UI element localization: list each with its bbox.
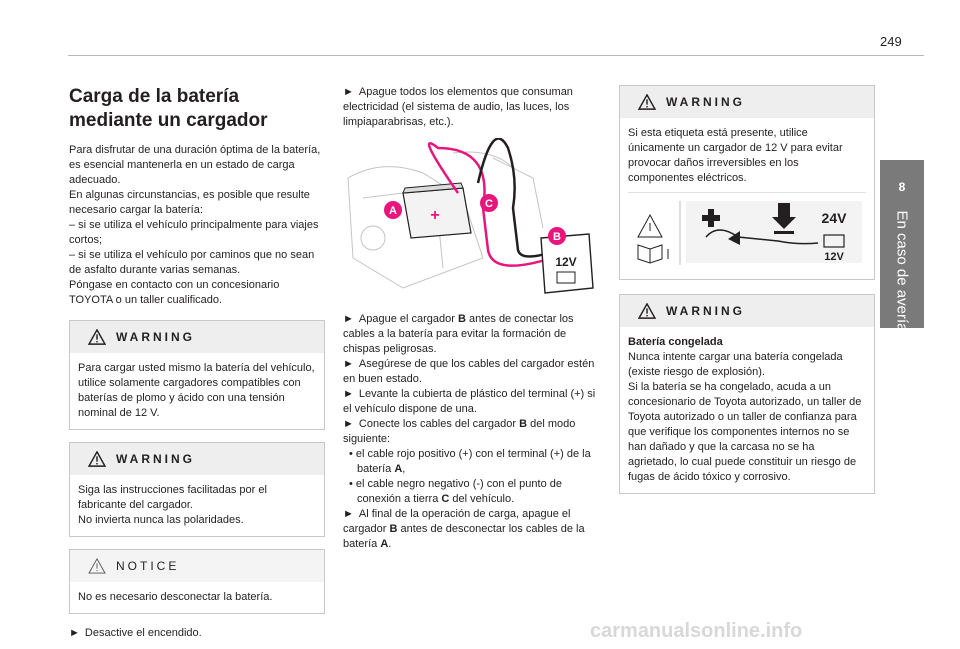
step-text: Desactive el encendido. (84, 627, 202, 639)
arrow-icon: ► (343, 508, 354, 520)
svg-text:+: + (430, 207, 440, 224)
sub-item: • el cable negro negativo (-) con el punto de conexión a tierra C del vehículo. (349, 478, 562, 505)
notice-text: No es necesario desconectar la batería. (78, 591, 273, 603)
label-a: A (389, 205, 397, 217)
sub-text: del vehículo. (449, 493, 515, 505)
step-text: Apague el cargador (358, 313, 458, 325)
step-item (343, 417, 599, 447)
warning-title: WARNING (116, 329, 195, 344)
step-item (343, 507, 599, 552)
page-number: 249 (880, 34, 902, 49)
charger-ref: B (389, 523, 398, 535)
warning-text: Nunca intente cargar una batería congelada (existe riesgo de explosión). (628, 351, 843, 378)
charger-ref: B (457, 313, 466, 325)
step-text: antes de conectar los cables a la batería para evitar la formación de chispas peligrosas. (343, 313, 574, 355)
warning-header (620, 86, 874, 118)
warning-box (619, 85, 875, 280)
warning-box (69, 320, 325, 430)
intro-paragraph: Póngase en contacto con un concesionario TOYOTA o un taller cualificado. (69, 279, 280, 306)
chapter-label: En caso de avería (893, 210, 911, 332)
sub-item: • el cable rojo positivo (+) con el terminal (+) de la batería A, (349, 448, 591, 475)
step-text: del modo siguiente: (343, 418, 576, 445)
notice-box (69, 549, 325, 614)
warning-triangle-icon (88, 451, 106, 467)
intro-item: – si se utiliza el vehículo por caminos que no sean de asfalto durante varias semanas. (69, 249, 315, 276)
warning-triangle-icon (638, 94, 656, 110)
arrow-icon: ► (343, 313, 354, 325)
section-title: Carga de la batería mediante un cargador (69, 86, 268, 131)
warning-subtitle: Batería congelada (628, 336, 723, 348)
step-item (343, 85, 599, 130)
chapter-number-tab[interactable]: 8 (880, 160, 924, 214)
intro-item: – si se utiliza el vehículo principalmente para viajes cortos; (69, 219, 319, 246)
step-text: antes de desconectar los cables de la batería (343, 523, 585, 550)
step-text: Asegúrese de que los cables del cargador estén en buen estado. (343, 358, 595, 385)
battery-charging-illustration (343, 138, 599, 298)
sub-text: el cable negro negativo (-) con el punto de conexión a tierra (355, 478, 562, 505)
notice-triangle-icon (88, 558, 106, 574)
label-12v: 12V (824, 251, 844, 263)
column-3 (619, 85, 875, 494)
label-b: B (553, 231, 561, 243)
label-c: C (485, 198, 493, 210)
sub-text: el cable rojo positivo (+) con el terminal (+) de la batería (355, 448, 591, 475)
step-text: Levante la cubierta de plástico del terminal (+) si el vehículo dispone de una. (343, 388, 596, 415)
warning-title: WARNING (116, 451, 195, 466)
chapter-tab[interactable] (880, 210, 924, 332)
arrow-icon: ► (343, 86, 354, 98)
ground-ref: C (441, 493, 450, 505)
warning-header (70, 321, 324, 353)
step-text: . (388, 538, 392, 550)
step-item (343, 387, 599, 417)
warning-header (70, 443, 324, 475)
notice-title: NOTICE (116, 558, 180, 573)
warning-text: Si la batería se ha congelado, acuda a un concesionario de Toyota autorizado, un taller de Toyota autorizado o un taller de confianza para que verifique los componentes internos no se han dañado y que la carcasa no se ha agrietado, lo cual puede constituir un riesgo de fugas de ácido tóxico y corrosivo. (628, 381, 862, 483)
column-2 (343, 85, 599, 552)
warning-title: WARNING (666, 94, 745, 109)
charger-voltage: 12V (555, 255, 577, 269)
battery-label-illustration (628, 192, 866, 265)
step-text: Conecte los cables del cargador (358, 418, 520, 430)
warning-text: Para cargar usted mismo la batería del vehículo, utilice solamente cargadores compatibles con baterías de plomo y ácido con una tensión nominal de 12 V. (78, 362, 315, 419)
step-item (69, 626, 325, 641)
warning-text: Si esta etiqueta está presente, utilice únicamente un cargador de 12 V para evitar provocar daños irreversibles en los componentes eléctricos. (628, 127, 843, 184)
step-text: Al final de la operación de carga, apague el cargador (343, 508, 571, 535)
battery-ref: A (380, 538, 389, 550)
warning-header (620, 295, 874, 327)
battery-ref: A (394, 463, 403, 475)
arrow-icon: ► (343, 388, 354, 400)
arrow-icon: ► (343, 418, 354, 430)
label-24v: 24V (821, 210, 847, 226)
warning-box (619, 294, 875, 494)
charger-ref: B (519, 418, 528, 430)
sub-text: , (402, 463, 406, 475)
intro-paragraph: En algunas circunstancias, es posible que resulte necesario cargar la batería: (69, 189, 310, 216)
warning-text: Siga las instrucciones facilitadas por el fabricante del cargador. (78, 484, 267, 511)
arrow-icon: ► (69, 627, 80, 639)
column-1 (69, 85, 325, 641)
arrow-icon: ► (343, 358, 354, 370)
warning-box (69, 442, 325, 537)
step-item (343, 312, 599, 357)
warning-title: WARNING (666, 303, 745, 318)
warning-triangle-icon (638, 303, 656, 319)
warning-text: No invierta nunca las polaridades. (78, 514, 244, 526)
step-text: Apague todos los elementos que consuman electricidad (el sistema de audio, las luces, los limpiaparabrisas, etc.). (343, 86, 573, 128)
notice-header (70, 550, 324, 582)
charger-b (541, 234, 593, 293)
step-item (343, 357, 599, 387)
footer-watermark: carmanualsonline.info (590, 620, 803, 642)
warning-triangle-icon (88, 329, 106, 345)
intro-paragraph: Para disfrutar de una duración óptima de la batería, es esencial mantenerla en un estado de carga adecuado. (69, 144, 321, 186)
top-divider (68, 55, 924, 56)
